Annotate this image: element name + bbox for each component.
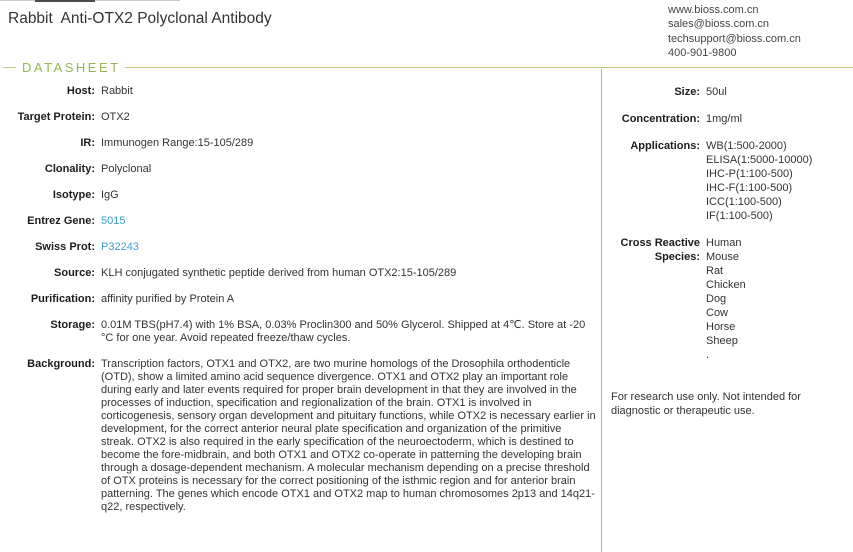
background-label: Background:: [27, 358, 95, 370]
field-row-clonality: [0, 163, 601, 176]
application-item: IF(1:100-500): [706, 210, 773, 222]
source-value: KLH conjugated synthetic peptide derived from human OTX2:15-105/289: [101, 267, 457, 279]
purification-value: affinity purified by Protein A: [101, 293, 235, 305]
cross-reactive-species-label: Cross Reactive Species:: [620, 237, 700, 263]
field-row-ir: [0, 137, 601, 150]
species-item: Sheep: [706, 335, 738, 347]
species-item: Chicken: [706, 279, 746, 291]
field-row-cross-reactive-species: [602, 236, 853, 362]
isotype-value: IgG: [101, 189, 119, 201]
page-title: Rabbit Anti-OTX2 Polyclonal Antibody: [8, 10, 272, 27]
clonality-label: Clonality:: [44, 163, 95, 175]
application-item: IHC-F(1:100-500): [706, 182, 793, 194]
field-row-background: [0, 358, 601, 514]
entrez-gene-label: Entrez Gene:: [27, 215, 95, 227]
top-crop-artifact-dark: [35, 0, 95, 2]
content-columns: [0, 69, 853, 552]
field-row-concentration: [602, 112, 853, 126]
storage-label: Storage:: [50, 319, 95, 331]
species-item: Cow: [706, 307, 729, 319]
field-row-target-protein: [0, 111, 601, 124]
swiss-prot-label: Swiss Prot:: [35, 241, 95, 253]
species-item: Human: [706, 237, 742, 249]
cross-reactive-species-list: [706, 236, 746, 362]
left-column: [0, 69, 601, 552]
application-item: WB(1:500-2000): [706, 140, 787, 152]
contact-website: www.bioss.com.cn: [668, 4, 759, 16]
field-row-host: [0, 85, 601, 98]
isotype-label: Isotype:: [52, 189, 95, 201]
species-item: Horse: [706, 321, 736, 333]
size-value: 50ul: [706, 86, 727, 98]
field-row-isotype: [0, 189, 601, 202]
size-label: Size:: [674, 86, 700, 98]
contact-sales-email: sales@bioss.com.cn: [668, 18, 770, 31]
contact-phone: 400-901-9800: [668, 46, 737, 59]
species-item: Dog: [706, 293, 727, 305]
field-row-applications: [602, 139, 853, 223]
field-row-entrez-gene: [0, 215, 601, 228]
contact-support-email: techsupport@bioss.com.cn: [668, 32, 801, 45]
research-use-disclaimer: For research use only. Not intended for diagnostic or therapeutic use.: [611, 391, 801, 417]
datasheet-section-label: DATASHEET: [22, 59, 121, 75]
right-column: [601, 69, 853, 552]
application-item: ELISA(1:5000-10000): [706, 154, 813, 166]
ir-value: Immunogen Range:15-105/289: [101, 137, 254, 149]
host-value: Rabbit: [101, 85, 133, 97]
field-row-storage: [0, 319, 601, 345]
host-label: Host:: [66, 85, 95, 97]
species-item: Mouse: [706, 251, 740, 263]
field-row-swiss-prot: [0, 241, 601, 254]
applications-list: [706, 139, 812, 223]
source-label: Source:: [54, 267, 95, 279]
ir-label: IR:: [80, 137, 95, 149]
field-row-size: [602, 85, 853, 99]
concentration-label: Concentration:: [621, 113, 700, 125]
swiss-prot-link[interactable]: P32243: [101, 241, 139, 253]
purification-label: Purification:: [30, 293, 95, 305]
concentration-value: 1mg/ml: [706, 113, 743, 125]
applications-label: Applications:: [630, 140, 700, 152]
species-item: .: [706, 349, 710, 361]
target-protein-value: OTX2: [101, 111, 130, 123]
background-value: Transcription factors, OTX1 and OTX2, are two murine homologs of the Drosophila orthodenticle (OTD), show a limited amino acid sequence divergence. OTX1 and OTX2 play an important role during early and later events required for proper brain development in that they are involved in the processes of induction, specification and regionalization of the brain. OTX1 is involved in corticogenesis, sensory organ development and pituitary functions, while OTX2 is necessary earlier in development, for the correct anterior neural plate specification and organization of the primitive streak. OTX2 is also required in the early specification of the neuroectoderm, which is destined to become the fore-midbrain, and both OTX1 and OTX2 co-operate in patterning the developing brain through a dosage-dependent mechanism. A molecular mechanism depending on a precise threshold of OTX proteins is necessary for the correct positioning of the isthmic region and for anterior brain patterning. The genes which encode OTX1 and OTX2 map to human chromosomes 2p13 and 14q21-q22, respectively.: [101, 358, 596, 513]
entrez-gene-link[interactable]: 5015: [101, 215, 126, 227]
datasheet-right-rule: [125, 67, 853, 68]
target-protein-label: Target Protein:: [17, 111, 95, 123]
species-item: Rat: [706, 265, 724, 277]
datasheet-left-rule: [3, 67, 16, 68]
storage-value: 0.01M TBS(pH7.4) with 1% BSA, 0.03% Proclin300 and 50% Glycerol. Shipped at 4℃. Store at -20 °C for one year. Avoid repeated freeze/thaw cycles.: [101, 319, 586, 344]
application-item: ICC(1:100-500): [706, 196, 782, 208]
clonality-value: Polyclonal: [101, 163, 152, 175]
application-item: IHC-P(1:100-500): [706, 168, 793, 180]
contact-info: [668, 3, 801, 60]
field-row-source: [0, 267, 601, 280]
field-row-purification: [0, 293, 601, 306]
